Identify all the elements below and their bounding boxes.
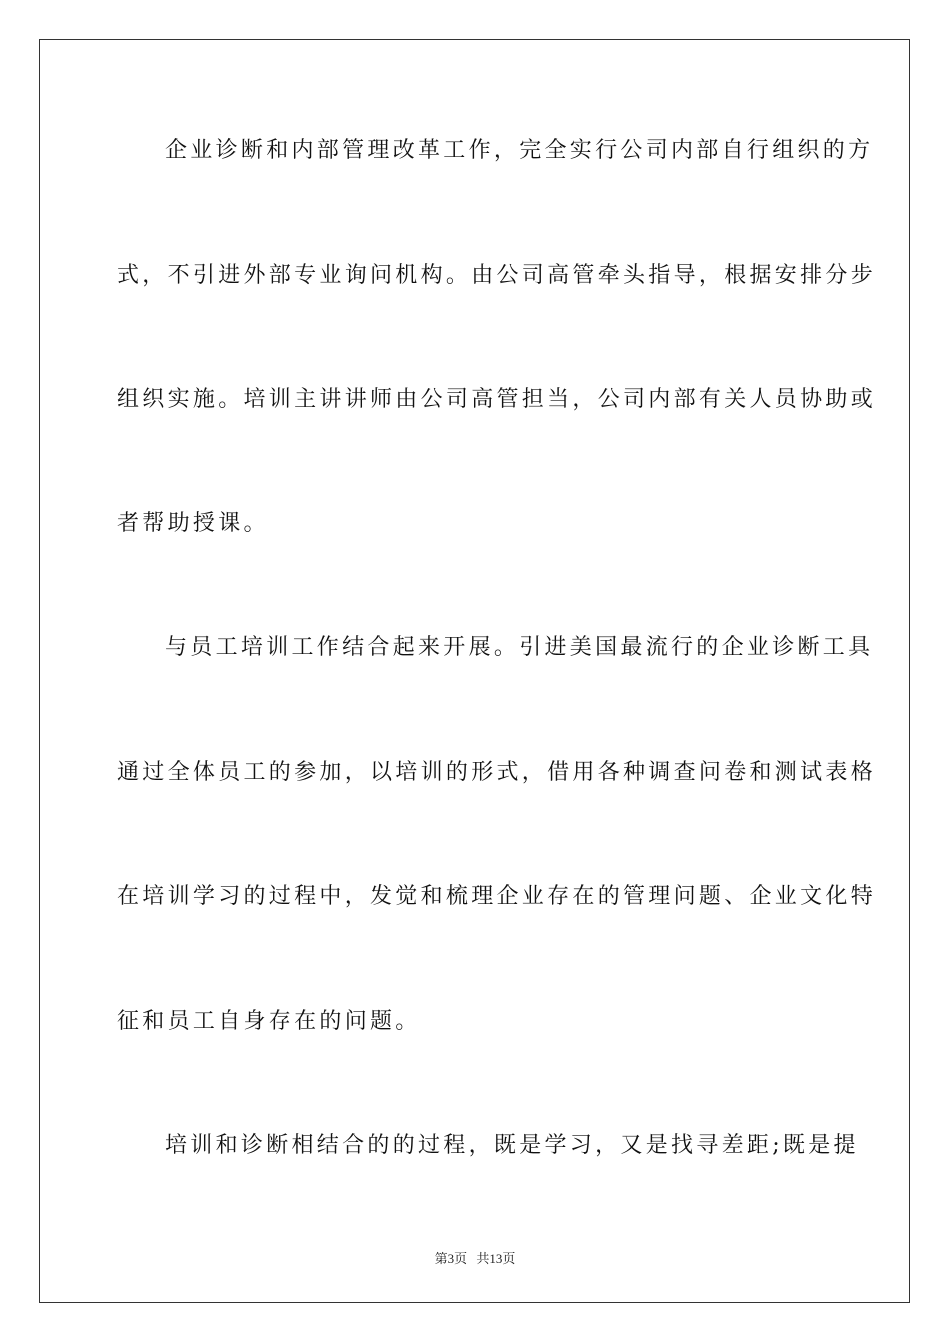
paragraph-2-line-2: 通过全体员工的参加，以培训的形式，借用各种调查问卷和测试表格	[117, 760, 877, 785]
page-total: 共13页	[476, 1251, 516, 1266]
paragraph-3-line-1: 培训和诊断相结合的的过程，既是学习，又是找寻差距;既是提	[165, 1133, 859, 1158]
page-border	[39, 39, 910, 1303]
page-footer	[0, 1248, 950, 1267]
paragraph-2-line-3: 在培训学习的过程中，发觉和梳理企业存在的管理问题、企业文化特	[117, 884, 877, 909]
paragraph-1-line-2: 式，不引进外部专业询问机构。由公司高管牵头指导，根据安排分步	[117, 263, 877, 288]
page-number: 第3页	[434, 1251, 468, 1266]
paragraph-1-line-4: 者帮助授课。	[117, 511, 269, 536]
paragraph-2-line-4: 征和员工自身存在的问题。	[117, 1009, 421, 1034]
paragraph-2-line-1: 与员工培训工作结合起来开展。引进美国最流行的企业诊断工具	[165, 635, 874, 660]
paragraph-1-line-3: 组织实施。培训主讲讲师由公司高管担当，公司内部有关人员协助或	[117, 387, 877, 412]
paragraph-1-line-1: 企业诊断和内部管理改革工作，完全实行公司内部自行组织的方	[165, 138, 874, 163]
